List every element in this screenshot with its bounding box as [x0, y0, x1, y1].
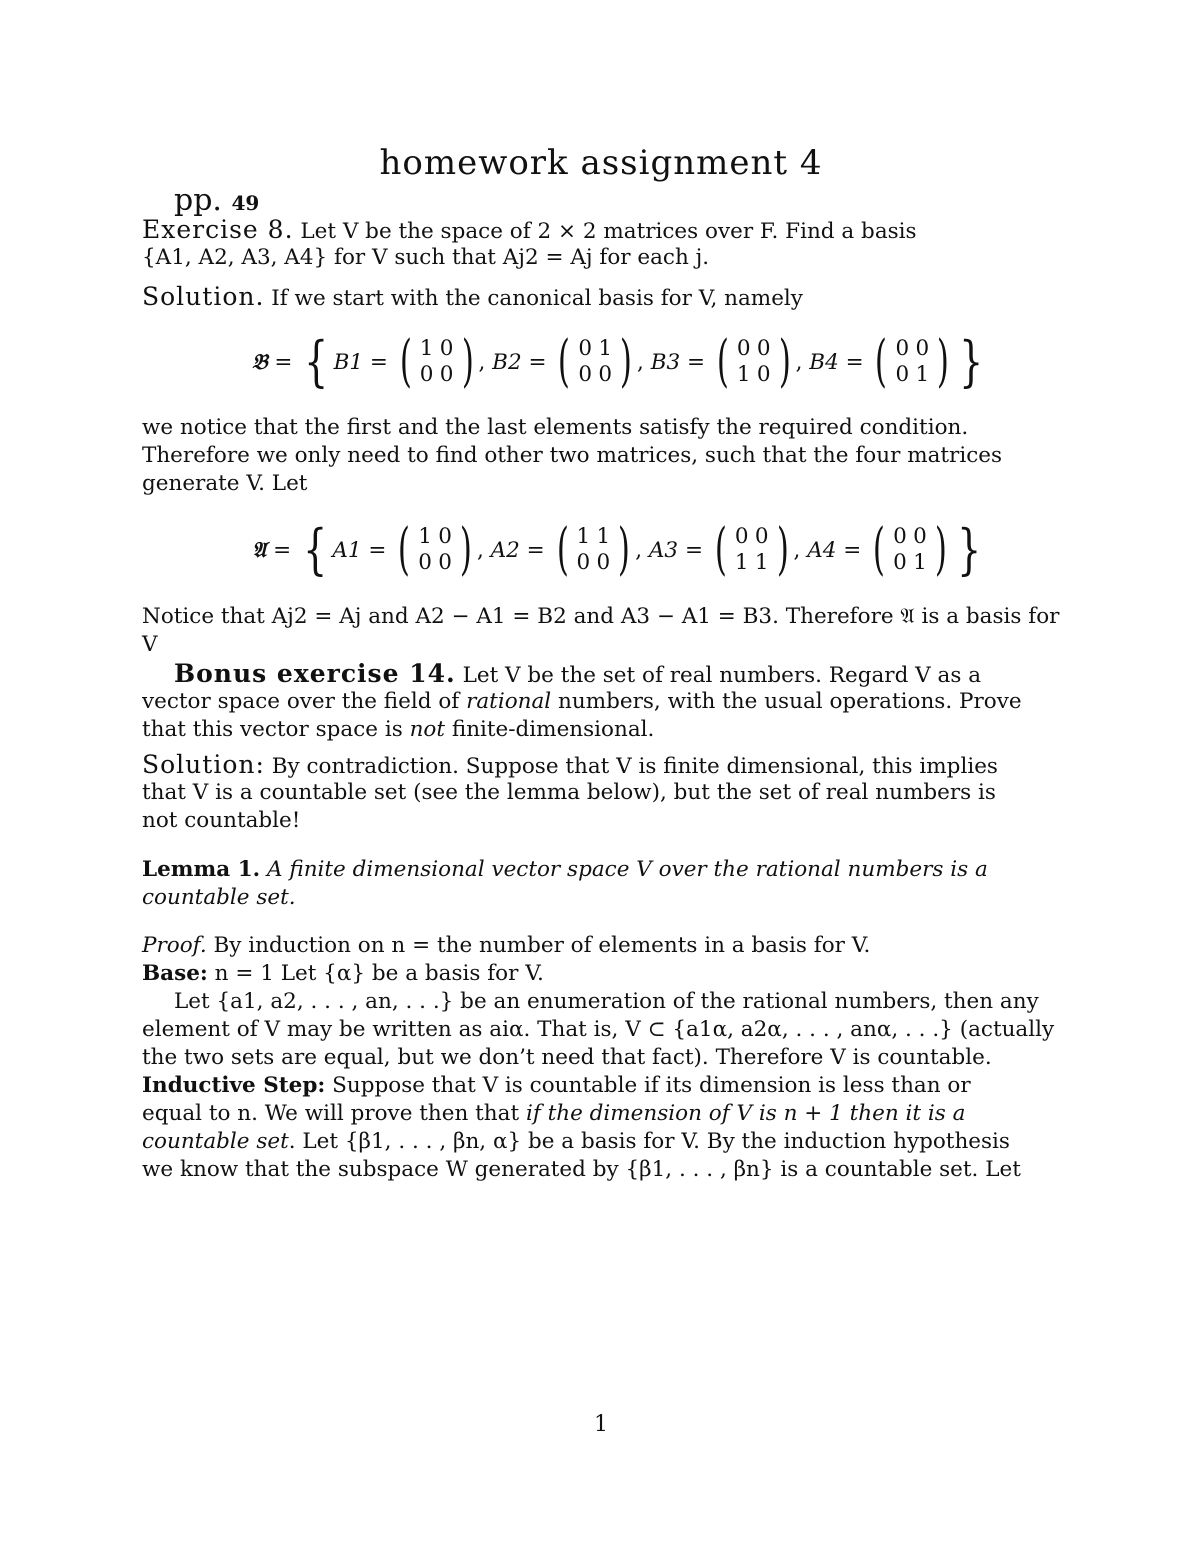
- basis-b-matrix-label: B1: [333, 349, 364, 375]
- bonus-line-2: [142, 688, 1060, 716]
- basis-b-matrix: [417, 336, 457, 388]
- basis-a-left-paren: (: [398, 517, 411, 582]
- basis-b-name: 𝔅: [252, 349, 268, 375]
- basis-a-matrix-label: A4: [807, 537, 837, 563]
- basis-b-matrix-equals: =: [680, 349, 712, 375]
- basis-a-left-paren: (: [873, 517, 886, 582]
- page-title: homework assignment 4: [379, 143, 823, 183]
- basis-a-matrix: [732, 524, 772, 576]
- basis-a-right-brace: }: [956, 518, 982, 581]
- bonus-text-2a: vector space over the field of: [142, 689, 467, 714]
- basis-a-matrix-equals: =: [519, 537, 552, 563]
- basis-a-right-paren: ): [934, 517, 947, 582]
- basis-a-equation: [252, 518, 986, 582]
- bonus-text-2-italic: rational: [466, 689, 552, 714]
- basis-b-matrix-entry: 0: [578, 362, 593, 387]
- basis-a-left-brace: {: [303, 518, 328, 581]
- basis-b-matrix-entry: 0: [598, 362, 613, 387]
- page-reference-prefix: pp.: [174, 183, 222, 218]
- basis-b-comma: ,: [795, 349, 810, 375]
- proof-inductive-line-1: [142, 1072, 1060, 1100]
- basis-b-matrix: [892, 336, 932, 388]
- proof-text-1: By induction on n = the number of elements in a basis for V.: [206, 933, 871, 958]
- basis-a-matrix-entry: 1: [596, 524, 611, 549]
- basis-b-matrix-equals: =: [838, 349, 871, 375]
- basis-b-right-paren: ): [620, 329, 633, 394]
- basis-a-matrix-entry: 0: [576, 550, 591, 575]
- notice-line-1: Notice that Aj2 = Aj and A2 − A1 = B2 and A3 − A1 = B3. Therefore 𝔄 is a basis for: [142, 604, 1060, 629]
- proof-inductive-text-1: Suppose that V is countable if its dimension is less than or: [325, 1073, 971, 1098]
- exercise-8-text-1: Let V be the space of 2 × 2 matrices over F. Find a basis: [293, 219, 917, 244]
- basis-a-equals: =: [266, 537, 298, 563]
- basis-a-matrix-entry: 1: [576, 524, 591, 549]
- basis-a-matrix-entry: 0: [596, 550, 611, 575]
- basis-b-matrix-entry: 0: [915, 336, 930, 361]
- proof-base-label: Base:: [142, 961, 208, 986]
- solution-2-line-1: [142, 751, 1060, 781]
- proof-let-line-3: the two sets are equal, but we don’t need that fact). Therefore V is countable.: [142, 1045, 992, 1070]
- basis-b-right-paren: ): [937, 329, 950, 394]
- basis-a-right-paren: ): [618, 517, 631, 582]
- proof-inductive-line-3: [142, 1128, 1060, 1156]
- bonus-text-2b: numbers, with the usual operations. Prove: [551, 689, 1022, 714]
- proof-inductive-text-2a: equal to n. We will prove then that: [142, 1101, 526, 1126]
- basis-a-name: 𝔄: [252, 537, 267, 563]
- basis-b-right-brace: }: [959, 330, 984, 393]
- basis-b-comma: ,: [637, 349, 651, 375]
- basis-a-comma: ,: [793, 537, 808, 563]
- basis-a-matrix-entry: 0: [438, 524, 452, 549]
- page-number: 1: [594, 1412, 608, 1437]
- proof-inductive-line-4: we know that the subspace W generated by {β1, . . . , βn} is a countable set. Let: [142, 1157, 1021, 1182]
- basis-a-matrix: [573, 524, 613, 576]
- basis-b-equation: [252, 330, 989, 394]
- basis-a-matrix-label: A2: [490, 537, 520, 563]
- basis-b-matrix-label: B3: [650, 349, 681, 375]
- basis-b-matrix-entry: 0: [895, 362, 910, 387]
- basis-a-matrix-entry: 0: [418, 550, 432, 575]
- bonus-line-1: [174, 660, 1060, 690]
- basis-a-matrix-entry: 0: [913, 524, 927, 549]
- basis-b-left-brace: {: [304, 330, 329, 393]
- basis-b-left-paren: (: [558, 329, 571, 394]
- basis-b-matrix-label: B4: [809, 349, 839, 375]
- basis-a-matrix-entry: 0: [754, 524, 769, 549]
- basis-b-comma: ,: [478, 349, 493, 375]
- exercise-8-line-2: {A1, A2, A3, A4} for V such that Aj2 = Aj for each j.: [142, 245, 710, 270]
- basis-a-matrix-label: A1: [332, 537, 362, 563]
- basis-b-matrix-entry: 1: [736, 362, 751, 387]
- basis-b-matrix-entry: 0: [895, 336, 910, 361]
- proof-inductive-text-3b: . Let {β1, . . . , βn, α} be a basis for V. By the induction hypothesis: [288, 1129, 1010, 1154]
- solution-2-line-3: not countable!: [142, 808, 301, 833]
- basis-b-matrix-equals: =: [521, 349, 554, 375]
- basis-b-right-paren: ): [778, 329, 791, 394]
- solution-2-text-1: By contradiction. Suppose that V is finite dimensional, this implies: [264, 754, 998, 779]
- basis-a-matrix-equals: =: [836, 537, 869, 563]
- basis-b-matrix-label: B2: [492, 349, 522, 375]
- basis-b-matrix-entry: 0: [756, 362, 771, 387]
- basis-a-right-paren: ): [776, 517, 789, 582]
- proof-line-1: [142, 932, 1060, 960]
- basis-a-left-paren: (: [556, 517, 569, 582]
- solution-1-heading: Solution.: [142, 282, 265, 311]
- solution-1-line: [142, 283, 1060, 313]
- basis-a-comma: ,: [635, 537, 649, 563]
- bonus-text-3b: finite-dimensional.: [445, 717, 655, 742]
- basis-a-matrix: [890, 524, 930, 576]
- basis-b-matrix-entry: 0: [439, 362, 454, 387]
- basis-a-matrix-entry: 1: [734, 550, 749, 575]
- basis-a-matrix-equals: =: [361, 537, 394, 563]
- basis-a-matrix-entry: 0: [438, 550, 452, 575]
- basis-b-right-paren: ): [461, 329, 474, 394]
- basis-a-display: [142, 518, 1060, 582]
- basis-a-matrix-entry: 0: [893, 524, 907, 549]
- exercise-8-heading: Exercise 8.: [142, 215, 294, 244]
- notice-line-2: V: [142, 632, 158, 657]
- page-reference-number: 49: [231, 191, 260, 215]
- basis-b-matrix-entry: 1: [419, 336, 434, 361]
- bonus-text-3-italic: not: [409, 717, 446, 742]
- basis-b-matrix-equals: =: [363, 349, 395, 375]
- lemma-line-1: [142, 856, 1060, 884]
- basis-a-matrix-equals: =: [678, 537, 710, 563]
- basis-a-matrix-entry: 1: [913, 550, 927, 575]
- paragraph-1-line-2: Therefore we only need to find other two matrices, such that the four matrices: [142, 443, 1002, 468]
- bonus-line-3: [142, 716, 1060, 744]
- basis-b-display: [142, 330, 1060, 394]
- proof-inductive-text-2-italic: if the dimension of V is n + 1 then it is a: [525, 1101, 966, 1126]
- solution-2-heading: Solution:: [142, 750, 265, 779]
- solution-1-text: If we start with the canonical basis for V, namely: [264, 286, 803, 311]
- proof-let-line-1: Let {a1, a2, . . . , an, . . .} be an enumeration of the rational numbers, then any: [174, 989, 1039, 1014]
- basis-a-matrix-entry: 0: [893, 550, 907, 575]
- bonus-heading: Bonus exercise 14.: [174, 659, 456, 688]
- lemma-label: Lemma 1.: [142, 857, 261, 882]
- basis-b-left-paren: (: [716, 329, 729, 394]
- proof-let-line-2: element of V may be written as aiα. That is, V ⊂ {a1α, a2α, . . . , anα, . . .} (actually: [142, 1017, 1055, 1042]
- basis-b-matrix-entry: 0: [736, 336, 751, 361]
- proof-inductive-text-3-italic: countable set: [142, 1129, 289, 1154]
- proof-label: Proof.: [142, 933, 207, 958]
- lemma-line-2: countable set.: [142, 885, 296, 910]
- basis-a-comma: ,: [476, 537, 491, 563]
- paragraph-1-line-1: we notice that the first and the last elements satisfy the required condition.: [142, 415, 969, 440]
- basis-a-right-paren: ): [459, 517, 473, 582]
- page-reference: [174, 183, 259, 218]
- basis-a-matrix-entry: 1: [754, 550, 769, 575]
- paragraph-1-line-3: generate V. Let: [142, 471, 308, 496]
- exercise-8-line-1: [142, 216, 1060, 246]
- basis-b-matrix-entry: 0: [419, 362, 434, 387]
- proof-inductive-label: Inductive Step:: [142, 1073, 326, 1098]
- basis-b-matrix-entry: 1: [915, 362, 930, 387]
- basis-a-matrix-entry: 1: [418, 524, 432, 549]
- proof-inductive-line-2: [142, 1100, 1060, 1128]
- bonus-text-3a: that this vector space is: [142, 717, 410, 742]
- basis-b-left-paren: (: [399, 329, 412, 394]
- basis-b-left-paren: (: [875, 329, 888, 394]
- basis-a-matrix-entry: 0: [734, 524, 749, 549]
- bonus-text-1: Let V be the set of real numbers. Regard V as a: [455, 663, 982, 688]
- basis-b-matrix: [575, 336, 615, 388]
- basis-b-matrix-entry: 1: [598, 336, 613, 361]
- basis-b-equals: =: [267, 349, 300, 375]
- basis-b-matrix-entry: 0: [439, 336, 454, 361]
- basis-a-matrix-label: A3: [648, 537, 679, 563]
- lemma-text-1: A finite dimensional vector space V over the rational numbers is a: [260, 857, 988, 882]
- basis-b-matrix-entry: 0: [756, 336, 771, 361]
- proof-base-line: [142, 960, 1060, 988]
- basis-a-left-paren: (: [714, 517, 727, 582]
- basis-a-matrix: [415, 524, 455, 576]
- basis-b-matrix: [734, 336, 774, 388]
- basis-b-matrix-entry: 0: [578, 336, 593, 361]
- proof-base-text: n = 1 Let {α} be a basis for V.: [207, 961, 544, 986]
- solution-2-line-2: that V is a countable set (see the lemma below), but the set of real numbers is: [142, 780, 996, 805]
